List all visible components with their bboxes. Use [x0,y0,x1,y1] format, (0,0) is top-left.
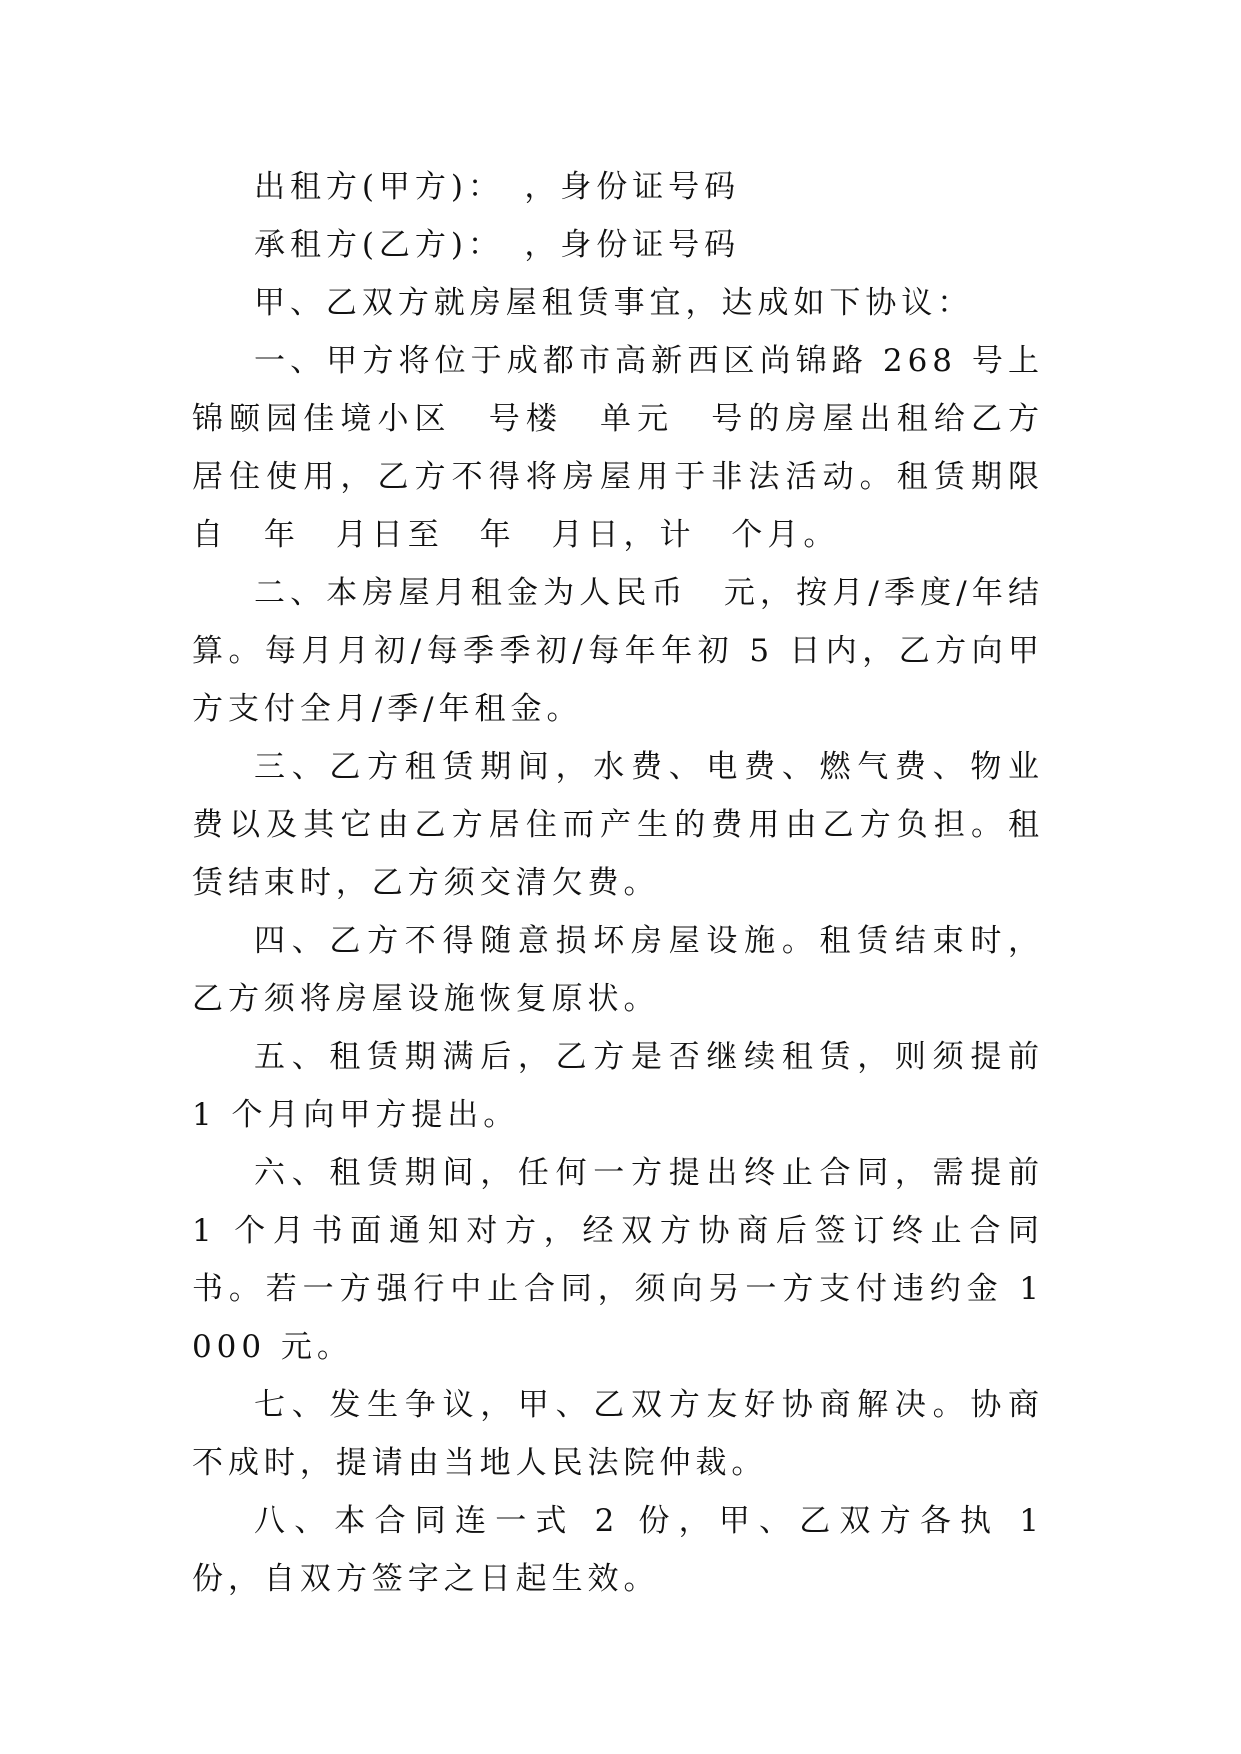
clause-2: 二、本房屋月租金为人民币 元，按月/季度/年结算。每月月初/每季季初/每年年初 5 日内，乙方向甲方支付全月/季/年租金。 [192,575,1044,727]
clause-1: 一、甲方将位于成都市高新西区尚锦路 268 号上锦颐园佳境小区 号楼 单元 号的房屋出租给乙方居住使用，乙方不得将房屋用于非法活动。租赁期限自 年 月日至 年 月日，计 个月。 [192,343,1044,553]
clause-7: 七、发生争议，甲、乙双方友好协商解决。协商不成时，提请由当地人民法院仲裁。 [192,1387,1044,1481]
lessor-line: 出租方(甲方)： ，身份证号码 [254,169,741,205]
clause-6: 六、租赁期间，任何一方提出终止合同，需提前 1 个月书面通知对方，经双方协商后签订终止合同书。若一方强行中止合同，须向另一方支付违约金 1000 元。 [192,1155,1044,1365]
clause-4: 四、乙方不得随意损坏房屋设施。租赁结束时，乙方须将房屋设施恢复原状。 [192,923,1044,1017]
agreement-intro: 甲、乙双方就房屋租赁事宜，达成如下协议： [254,285,974,321]
lessee-line: 承租方(乙方)： ，身份证号码 [254,227,741,263]
document-body [192,158,1044,1608]
clause-8: 八、本合同连一式 2 份，甲、乙双方各执 1 份，自双方签字之日起生效。 [192,1503,1044,1597]
clause-5: 五、租赁期满后，乙方是否继续租赁，则须提前 1 个月向甲方提出。 [192,1039,1044,1133]
clause-3: 三、乙方租赁期间，水费、电费、燃气费、物业费以及其它由乙方居住而产生的费用由乙方负担。租赁结束时，乙方须交清欠费。 [192,749,1044,901]
